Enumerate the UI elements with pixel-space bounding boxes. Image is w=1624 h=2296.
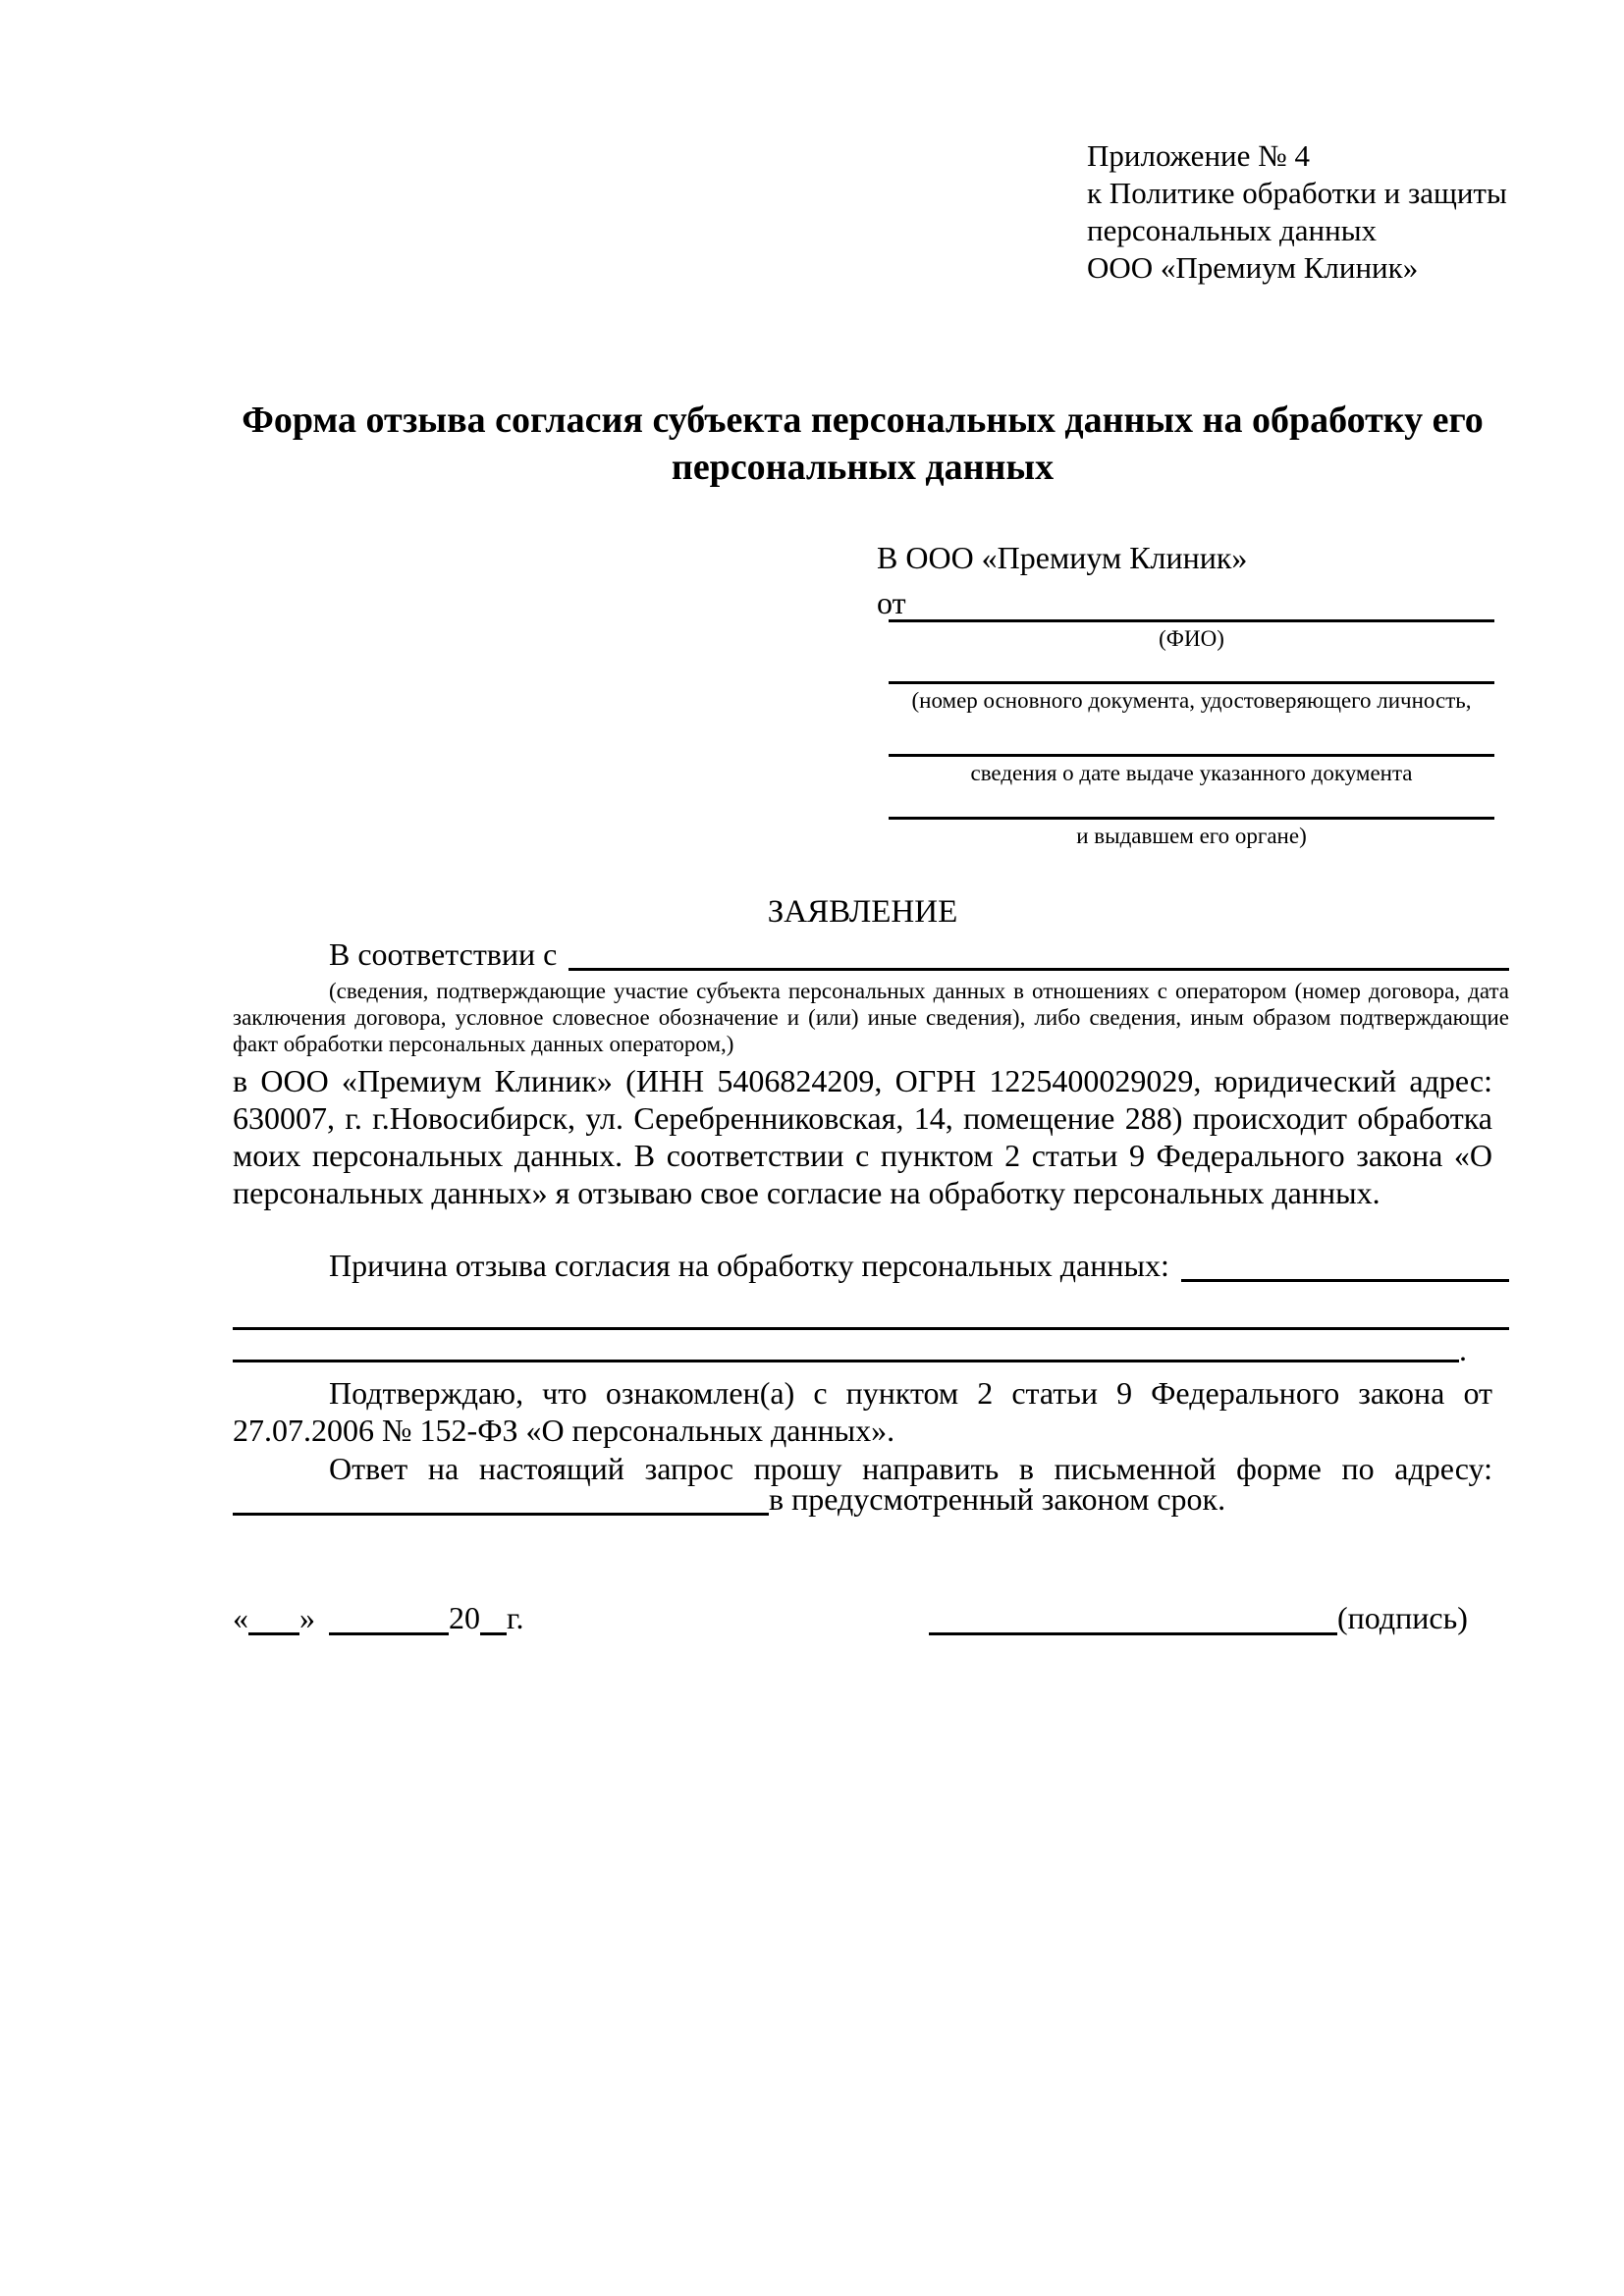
fio-caption: (ФИО): [1159, 626, 1224, 651]
reply-line-1: Ответ на настоящий запрос прошу направить в письменной форме по адресу:: [329, 1451, 1492, 1486]
appendix-line: персональных данных: [1087, 213, 1378, 247]
doc-number-field-line: [889, 651, 1494, 684]
doc-number-caption: (номер основного документа, удостоверяющего личность,: [911, 688, 1472, 713]
open-quote: «: [233, 1600, 248, 1635]
close-quote: »: [299, 1600, 315, 1635]
small-print-note: (сведения, подтверждающие участие субъекта персональных данных в отношениях с оператором (номер договора, дата заключения договора, условное словесное обозначение и (или) иные сведения), либо сведения, иным образом подтверждающие факт обработки персональных данных оператором,): [233, 979, 1509, 1056]
issuing-authority-field-line: [889, 786, 1494, 820]
year-field-line: [480, 1600, 507, 1635]
reply-address-field-line: [233, 1484, 769, 1516]
page-title: Форма отзыва согласия субъекта персональных данных на обработку его персональных данных: [242, 400, 1484, 488]
main-paragraph: в ООО «Премиум Клиник» (ИНН 5406824209, ОГРН 1225400029029, юридический адрес: 630007, г. г.Новосибирск, ул. Серебренниковская, 14, помещение 288) происходит обработка моих персональных данных. В соответствии с пунктом 2 статьи 9 Федерального закона «О персональных данных» я отзываю свое согласие на обработку персональных данных.: [233, 1063, 1492, 1210]
reply-line-2-text: в предусмотренный законом срок.: [769, 1481, 1226, 1517]
date-row: [233, 1600, 524, 1635]
issue-date-caption: сведения о дате выдаче указанного документа: [970, 761, 1413, 785]
reason-label: Причина отзыва согласия на обработку персональных данных:: [329, 1248, 1169, 1283]
reason-extra-line-1: [233, 1295, 1509, 1330]
reply-line-2: [233, 1481, 1492, 1517]
reason-extra-line-2-rule: [233, 1330, 1459, 1362]
appendix-line: Приложение № 4: [1087, 138, 1310, 173]
reason-extra-line-2: [233, 1330, 1509, 1367]
confirm-paragraph: Подтверждаю, что ознакомлен(а) с пунктом 2 статьи 9 Федерального закона от 27.07.2006 № 152-ФЗ «О персональных данных».: [233, 1375, 1492, 1448]
according-field-line: [568, 937, 1509, 971]
signature-caption: (подпись): [1337, 1600, 1468, 1635]
appendix-line: к Политике обработки и защиты: [1087, 176, 1507, 210]
month-field-line: [329, 1600, 449, 1635]
signature-field-line: [929, 1600, 1337, 1635]
year-prefix: 20: [449, 1600, 480, 1635]
issuing-authority-caption: и выдавшем его органе): [1076, 824, 1307, 848]
addressee-to: В ООО «Премиум Клиник»: [877, 540, 1248, 575]
appendix-block: [1087, 137, 1507, 287]
reason-row: [233, 1249, 1509, 1282]
day-field-line: [248, 1600, 299, 1635]
addressee-from: от: [877, 585, 906, 620]
issue-date-field-line: [889, 723, 1494, 757]
fio-field-line: [889, 589, 1494, 622]
statement-heading: ЗАЯВЛЕНИЕ: [767, 894, 958, 930]
signature-row: [929, 1600, 1468, 1635]
appendix-line: ООО «Премиум Клиник»: [1087, 250, 1419, 285]
year-suffix: г.: [507, 1600, 524, 1635]
according-row: [233, 937, 1509, 971]
according-label: В соответствии с: [329, 936, 558, 972]
sentence-period: .: [1459, 1332, 1467, 1367]
reason-field-line: [1181, 1249, 1509, 1282]
